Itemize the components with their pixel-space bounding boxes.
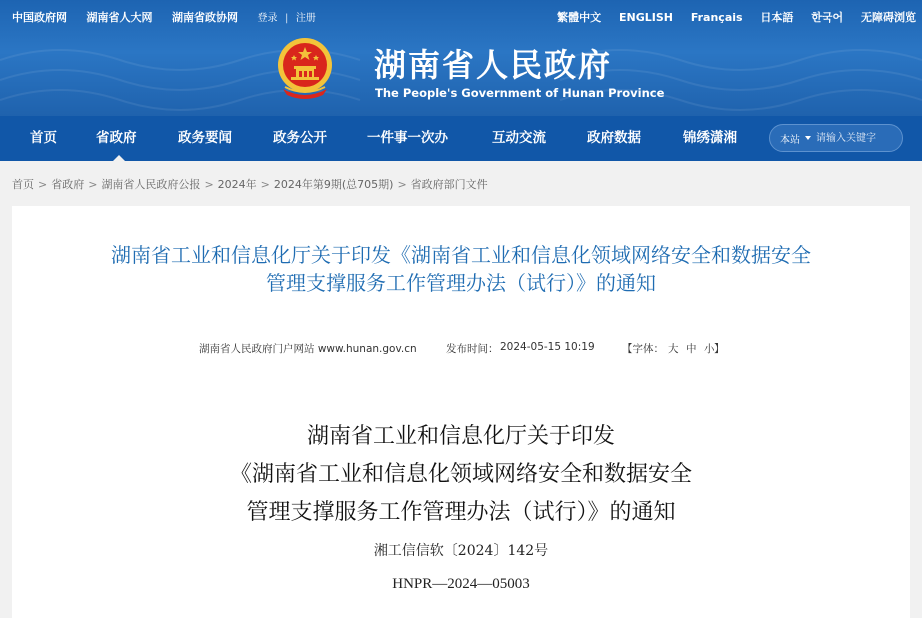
breadcrumb-gazette[interactable]: 湖南省人民政府公报 [101,178,201,191]
breadcrumb-issue[interactable]: 2024年第9期(总705期) [273,178,394,191]
search-box [769,124,903,152]
article-title-line: 湖南省工业和信息化厅关于印发《湖南省工业和信息化领域网络安全和数据安全 [111,243,811,267]
nav-item-one-stop-service[interactable]: 一件事一次办 [367,130,448,146]
site-header [0,0,922,116]
chevron-right-icon: > [260,178,270,191]
article-title [0,241,922,297]
site-subtitle: The People's Government of Hunan Province [375,86,665,100]
document-title-line: 管理支撑服务工作管理办法（试行）》的通知 [246,500,676,525]
top-links [12,9,320,25]
font-size-label: 【字体： [622,343,664,355]
article-title-line: 管理支撑服务工作管理办法（试行）》的通知 [266,271,656,295]
accessibility-link[interactable]: 无障碍浏览 [861,11,916,24]
document-number: 湘工信信软〔2024〕142号 [373,543,549,559]
font-size-large-button[interactable]: 大 [668,343,679,355]
search-scope-select[interactable]: 本站 [780,135,800,146]
link-gov-cn[interactable]: 中国政府网 [12,11,67,24]
nav-item-gov-data[interactable]: 政府数据 [587,130,641,146]
chevron-right-icon: > [38,178,48,191]
publish-time: 2024-05-15 10:19 [500,341,595,353]
active-nav-indicator [113,155,125,161]
nav-item-interaction[interactable]: 互动交流 [492,130,546,146]
breadcrumb [12,176,488,192]
document-title [0,418,922,532]
font-size-medium-button[interactable]: 中 [686,343,697,355]
article-source: 湖南省人民政府门户网站 www.hunan.gov.cn [199,343,417,355]
publish-time-label: 发布时间： [446,343,499,355]
chevron-right-icon: > [204,178,214,191]
lang-english[interactable]: ENGLISH [618,11,673,24]
document-code: HNPR—2024—05003 [392,576,530,592]
nav-item-scenic-hunan[interactable]: 锦绣潇湘 [683,130,737,146]
lang-french[interactable]: Français [690,11,743,24]
chevron-down-icon[interactable] [805,136,811,140]
document-title-line: 湖南省工业和信息化厅关于印发 [306,424,615,449]
chevron-right-icon: > [397,178,407,191]
site-title[interactable]: 湖南省人民政府 [374,46,613,84]
link-hunan-cppcc[interactable]: 湖南省政协网 [172,11,238,24]
login-link[interactable]: 登录 [257,13,278,24]
national-emblem-logo[interactable] [273,35,337,101]
document-title-line: 《湖南省工业和信息化领域网络安全和数据安全 [229,462,692,487]
login-separator: | [285,13,289,24]
lang-japanese[interactable]: 日本語 [760,11,794,24]
search-input[interactable] [816,130,900,146]
lang-korean[interactable]: 한국어 [811,11,844,24]
breadcrumb-home[interactable]: 首页 [12,178,34,191]
language-links [543,9,916,25]
chevron-right-icon: > [88,178,98,191]
font-size-small-button[interactable]: 小 [704,343,715,355]
nav-item-news[interactable]: 政务要闻 [178,130,232,146]
register-link[interactable]: 注册 [295,13,316,24]
font-size-bracket: 】 [714,343,725,355]
breadcrumb-provincial-gov[interactable]: 省政府 [51,178,85,191]
nav-item-provincial-gov[interactable]: 省政府 [96,130,137,146]
breadcrumb-year[interactable]: 2024年 [217,178,257,191]
lang-traditional-chinese[interactable]: 繁體中文 [557,11,602,24]
nav-item-gov-disclosure[interactable]: 政务公开 [273,130,327,146]
nav-item-home[interactable]: 首页 [30,130,57,146]
link-hunan-npc[interactable]: 湖南省人大网 [86,11,153,24]
breadcrumb-department-docs[interactable]: 省政府部门文件 [410,178,488,191]
